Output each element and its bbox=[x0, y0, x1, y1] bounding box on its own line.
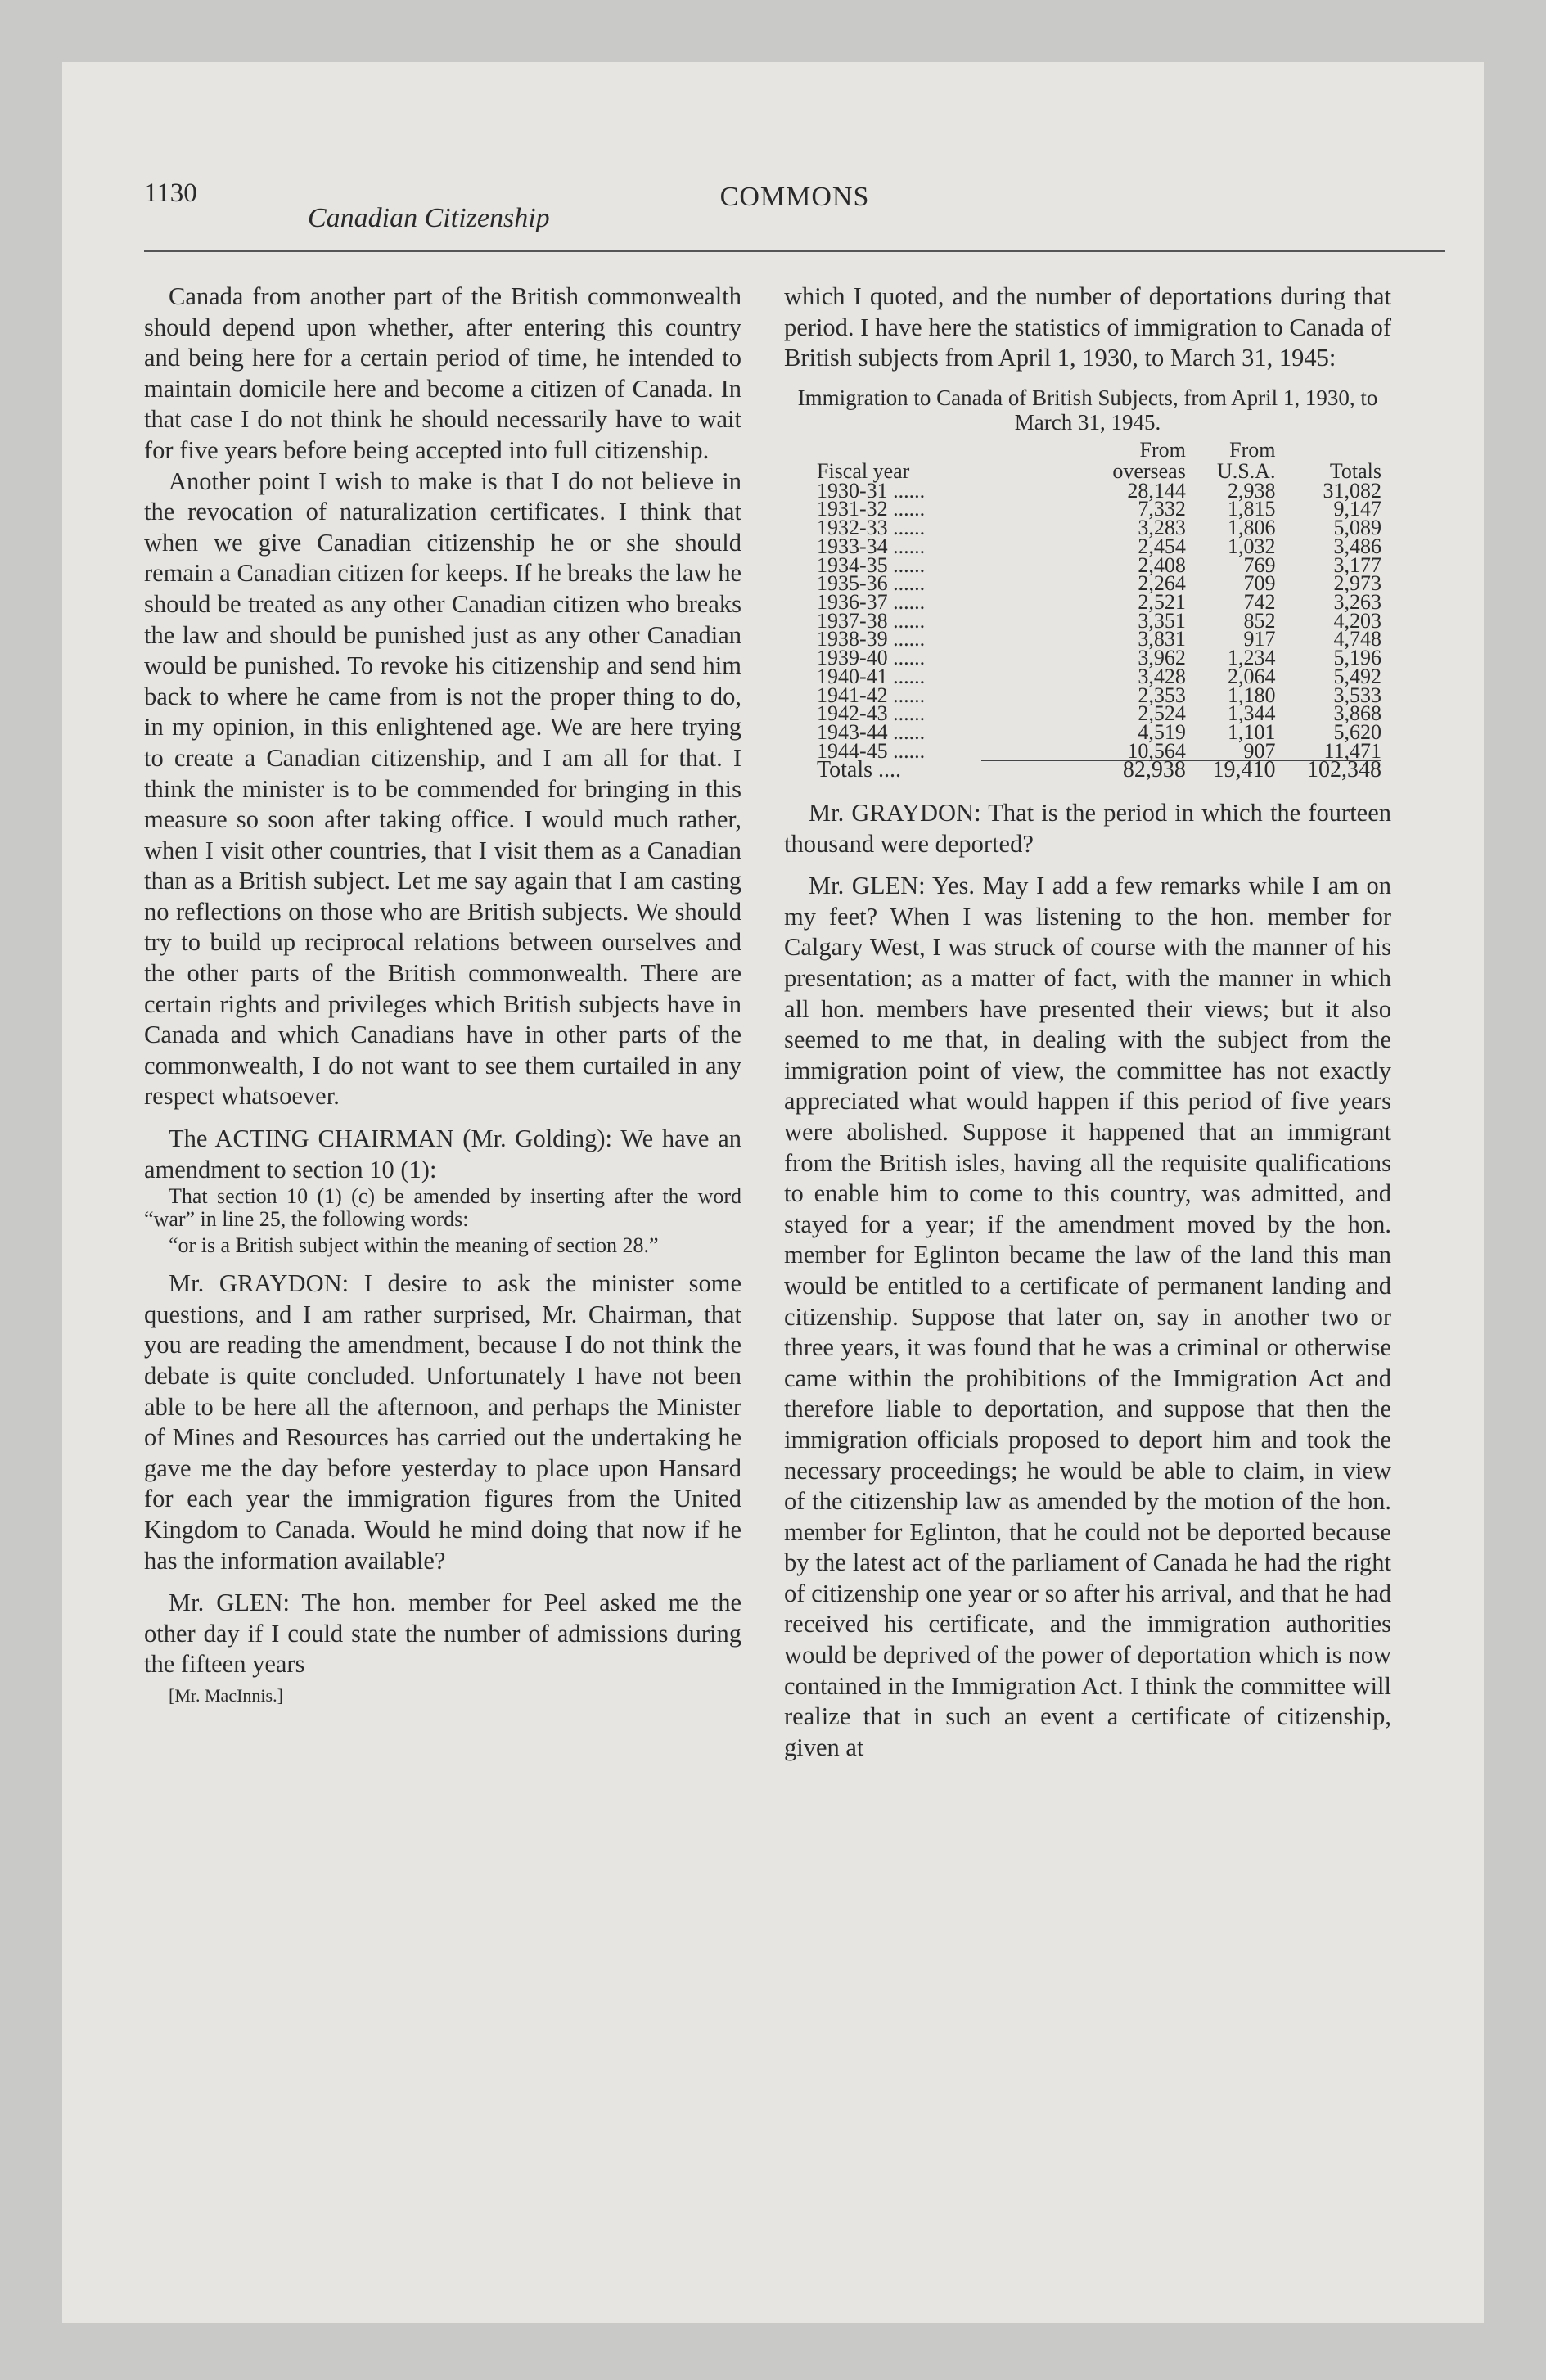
usa-cell: 709 bbox=[1243, 571, 1276, 596]
overseas-cell: 2,264 bbox=[1138, 571, 1186, 596]
usa-cell: 1,806 bbox=[1227, 516, 1276, 540]
total-cell: 2,973 bbox=[1333, 571, 1381, 596]
page-number: 1130 bbox=[144, 178, 197, 208]
fiscal-year-cell: 1933-34 ...... bbox=[817, 534, 926, 558]
fiscal-year-cell: 1930-31 ...... bbox=[817, 478, 926, 503]
paragraph: which I quoted, and the number of deportations during that period. I have here the statistics of immigration to Canada of British subjects from April 1, 1930, to March 31, 1945: bbox=[784, 282, 1391, 372]
fiscal-year-cell: 1936-37 ...... bbox=[817, 590, 926, 614]
usa-cell: 852 bbox=[1243, 608, 1276, 633]
overseas-cell: 3,351 bbox=[1138, 608, 1186, 633]
overseas-cell: 4,519 bbox=[1138, 719, 1186, 744]
paragraph: Mr. GLEN: The hon. member for Peel asked me the other day if I could state the number of admissions during the fifteen years bbox=[144, 1589, 741, 1679]
table-body bbox=[792, 478, 1381, 763]
col-header-totals: Totals bbox=[1329, 458, 1381, 483]
overseas-cell: 3,283 bbox=[1138, 516, 1186, 540]
section-title: COMMONS bbox=[719, 182, 870, 212]
fiscal-year-cell: 1932-33 ...... bbox=[817, 516, 926, 540]
fiscal-year-cell: 1940-41 ...... bbox=[817, 664, 926, 688]
usa-cell: 2,938 bbox=[1227, 478, 1276, 503]
col-header-overseas: overseas bbox=[1112, 458, 1186, 483]
usa-cell: 917 bbox=[1243, 627, 1276, 651]
totals-usa: 19,410 bbox=[1212, 757, 1276, 783]
paragraph: The ACTING CHAIRMAN (Mr. Golding): We have an amendment to section 10 (1): bbox=[144, 1125, 741, 1183]
totals-total: 102,348 bbox=[1307, 757, 1381, 783]
speaker-byline: [Mr. MacInnis.] bbox=[169, 1684, 283, 1706]
total-cell: 5,492 bbox=[1333, 664, 1381, 688]
immigration-table bbox=[792, 437, 1381, 783]
left-column bbox=[144, 282, 741, 1711]
overseas-cell: 2,524 bbox=[1138, 701, 1186, 726]
overseas-cell: 7,332 bbox=[1138, 497, 1186, 521]
total-cell: 4,748 bbox=[1333, 627, 1381, 651]
fiscal-year-cell: 1943-44 ...... bbox=[817, 719, 926, 744]
total-cell: 3,533 bbox=[1333, 683, 1381, 707]
fiscal-year-cell: 1934-35 ...... bbox=[817, 552, 926, 577]
totals-overseas: 82,938 bbox=[1122, 757, 1186, 783]
fiscal-year-cell: 1937-38 ...... bbox=[817, 608, 926, 633]
amendment-text: That section 10 (1) (c) be amended by inserting after the word “war” in line 25, the following words: bbox=[144, 1184, 741, 1232]
total-cell: 3,177 bbox=[1333, 552, 1381, 577]
table-totals-row bbox=[792, 761, 1381, 780]
fiscal-year-cell: 1939-40 ...... bbox=[817, 646, 926, 670]
total-cell: 5,196 bbox=[1333, 646, 1381, 670]
total-cell: 3,486 bbox=[1333, 534, 1381, 558]
usa-cell: 742 bbox=[1243, 590, 1276, 614]
total-cell: 31,082 bbox=[1323, 478, 1381, 503]
paragraph: Mr. GRAYDON: That is the period in which the fourteen thousand were deported? bbox=[784, 799, 1391, 858]
usa-cell: 1,234 bbox=[1227, 646, 1276, 670]
total-cell: 3,263 bbox=[1333, 590, 1381, 614]
usa-cell: 1,344 bbox=[1227, 701, 1276, 726]
running-title: Canadian Citizenship bbox=[308, 203, 550, 233]
total-cell: 5,089 bbox=[1333, 516, 1381, 540]
amendment-quote: “or is a British subject within the meaning of section 28.” bbox=[169, 1233, 659, 1258]
total-cell: 3,868 bbox=[1333, 701, 1381, 726]
fiscal-year-cell: 1944-45 ...... bbox=[817, 738, 926, 763]
right-column bbox=[784, 282, 1391, 1763]
usa-cell: 1,032 bbox=[1227, 534, 1276, 558]
overseas-cell: 3,428 bbox=[1138, 664, 1186, 688]
overseas-cell: 2,408 bbox=[1138, 552, 1186, 577]
usa-cell: 769 bbox=[1243, 552, 1276, 577]
total-cell: 11,471 bbox=[1275, 742, 1381, 761]
paragraph: Another point I wish to make is that I do not believe in the revocation of naturalization certificates. I think that when we give Canadian citizenship he or she should remain a Canadian citizen for keeps. If he breaks the law he should be treated as any other Canadian citizen who breaks the law and should be punished just as any other Canadian would be punished. To revoke his citizenship and send him back to where he came from is not the proper thing to do, in my opinion, in this enlightened age. We are here trying to create a Canadian citizenship, and I am all for that. I think the minister is to be commended for bringing in this measure so soon after taking office. I would much rather, when I visit other countries, that I visit them as a Canadian than as a British subject. Let me say again that I am casting no reflections on those who are British subjects. We should try to build up reciprocal relations between ourselves and the other parts of the British commonwealth. There are certain rights and privileges which British subjects have in Canada and which Canadians have in other parts of the commonwealth, I do not want to see them curtailed in any respect whatsoever. bbox=[144, 467, 741, 1111]
overseas-cell: 28,144 bbox=[1127, 478, 1186, 503]
fiscal-year-cell: 1941-42 ...... bbox=[817, 683, 926, 707]
header-rule bbox=[144, 250, 1445, 252]
overseas-cell: 2,521 bbox=[1138, 590, 1186, 614]
total-cell: 9,147 bbox=[1333, 497, 1381, 521]
totals-label: Totals .... bbox=[817, 757, 902, 783]
fiscal-year-cell: 1942-43 ...... bbox=[817, 701, 926, 726]
paragraph: Canada from another part of the British commonwealth should depend upon whether, after entering this country and being here for a certain period of time, he intended to maintain domicile here and become a citizen of Canada. In that case I do not think he should necessarily have to wait for five years before being accepted into full citizenship. bbox=[144, 282, 741, 464]
total-cell: 5,620 bbox=[1333, 719, 1381, 744]
col-header-fiscal-year: Fiscal year bbox=[817, 458, 910, 483]
overseas-cell: 2,454 bbox=[1138, 534, 1186, 558]
usa-cell: 2,064 bbox=[1227, 664, 1276, 688]
fiscal-year-cell: 1931-32 ...... bbox=[817, 497, 926, 521]
overseas-cell: 2,353 bbox=[1138, 683, 1186, 707]
paragraph: Mr. GRAYDON: I desire to ask the minister some questions, and I am rather surprised, Mr. Chairman, that you are reading the amendment, because I do not think the debate is quite concluded. Unfortunately I have not been able to be here all the afternoon, and perhaps the Minister of Mines and Resources has carried out the undertaking he gave me the day before yesterday to place upon Hansard for each year the immigration figures from the United Kingdom to Canada. Would he mind doing that now if he has the information available? bbox=[144, 1269, 741, 1575]
table-header-row bbox=[792, 439, 1381, 461]
usa-cell: 907 bbox=[1186, 742, 1276, 761]
table-title: Immigration to Canada of British Subjects, from April 1, 1930, to March 31, 1945. bbox=[797, 385, 1378, 435]
paragraph: Mr. GLEN: Yes. May I add a few remarks while I am on my feet? When I was listening to the hon. member for Calgary West, I was struck of course with the manner of his presentation; as a matter of fact, with the manner in which all hon. members have presented their views; but it also seemed to me that, in dealing with the subject from the immigration point of view, the committee has not exactly appreciated what would happen if this period of five years were abolished. Suppose it happened that an immigrant from the British isles, having all the requisite qualifications to enable him to come to this country, was admitted, and stayed for a year; if the amendment moved by the hon. member for Eglinton became the law of the land this man would be entitled to a certificate of permanent landing and citizenship. Suppose that later on, say in another two or three years, it was found that he was a criminal or otherwise came within the prohibitions of the Immigration Act and therefore liable to deportation, and suppose that then the immigration officials proposed to deport him and took the necessary proceedings; he would be able to claim, in view of the citizenship law as amended by the motion of the hon. member for Eglinton, that he could not be deported because by the latest act of the parliament of Canada he had the right of citizenship one year or so after his arrival, and that he had received his certificate, and the immigration authorities would be deprived of the power of deportation which is now contained in the Immigration Act. I think the committee will realize that in such an event a certificate of citizenship, given at bbox=[784, 872, 1391, 1761]
overseas-cell: 3,831 bbox=[1138, 627, 1186, 651]
col-header-from: From bbox=[1139, 437, 1186, 462]
col-header-from: From bbox=[1229, 437, 1276, 462]
usa-cell: 1,815 bbox=[1227, 497, 1276, 521]
usa-cell: 1,101 bbox=[1227, 719, 1276, 744]
overseas-cell: 10,564 bbox=[981, 742, 1186, 761]
fiscal-year-cell: 1935-36 ...... bbox=[817, 571, 926, 596]
usa-cell: 1,180 bbox=[1227, 683, 1276, 707]
page-sheet bbox=[62, 62, 1484, 2323]
fiscal-year-cell: 1938-39 ...... bbox=[817, 627, 926, 651]
col-header-usa: U.S.A. bbox=[1216, 458, 1276, 483]
overseas-cell: 3,962 bbox=[1138, 646, 1186, 670]
total-cell: 4,203 bbox=[1333, 608, 1381, 633]
page-header bbox=[144, 121, 1445, 252]
